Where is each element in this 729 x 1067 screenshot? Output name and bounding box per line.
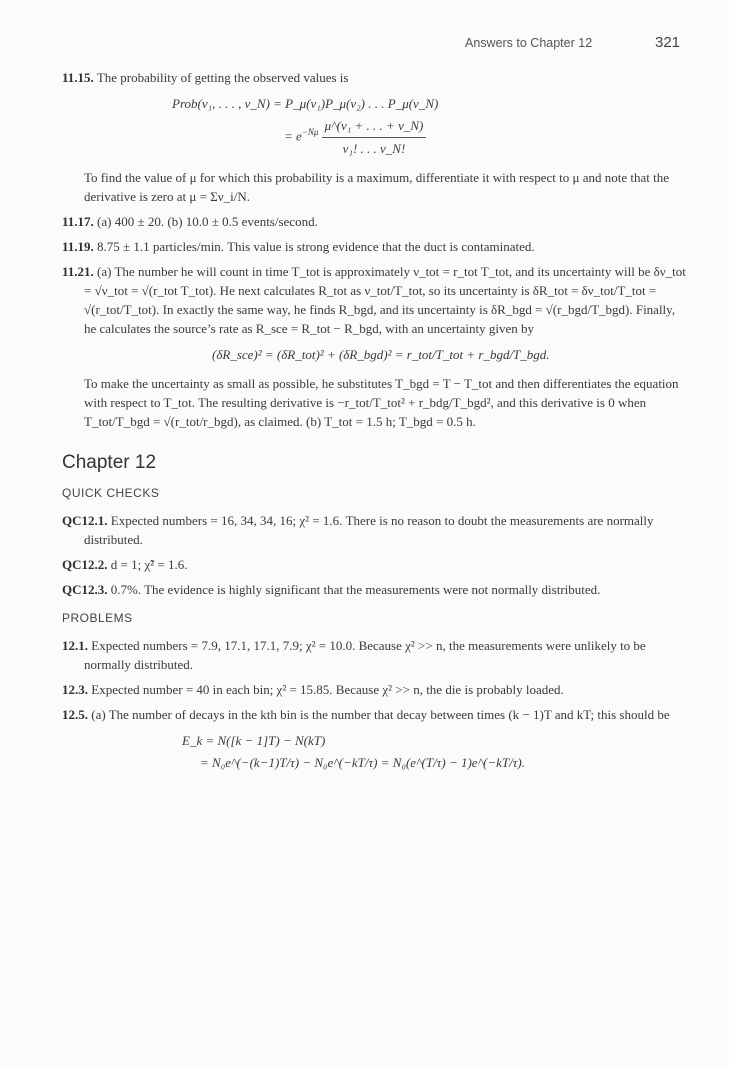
equation-line — [284, 115, 687, 160]
equation-expected-decays — [182, 730, 687, 774]
paragraph: To make the uncertainty as small as possible, he substitutes T_bgd = T − T_tot and then differentiates the equation with respect to T_tot. The resulting derivative is −r_tot/T_tot² + r_bdg/T_bgd², and this derivative is 0 when T_tot/T_bgd = √(r_tot/r_bgd), as claimed. (b) T_tot = 1.5 h; T_bgd = 0.5 h. — [84, 376, 679, 429]
problem-item — [62, 636, 687, 674]
answer-11-19 — [62, 237, 687, 256]
chapter-title: Chapter 12 — [62, 452, 157, 473]
item-number: 12.5. — [62, 707, 88, 722]
equation-line: = N₀e^(−(k−1)T/τ) − N₀e^(−kT/τ) = N₀(e^(T/τ) − 1)e^(−kT/τ). — [200, 755, 526, 770]
answer-text: 8.75 ± 1.1 particles/min. This value is strong evidence that the duct is contaminated. — [97, 239, 535, 254]
quick-check-item — [62, 580, 687, 599]
answer-11-21 — [62, 262, 687, 338]
page-body — [62, 68, 687, 782]
answer-number: 11.19. — [62, 239, 94, 254]
answer-11-15 — [62, 68, 687, 87]
equation-line: Prob(ν₁, . . . , ν_N) = P_μ(ν₁)P_μ(ν₂) . . . P_μ(ν_N) — [172, 96, 439, 111]
equation-uncertainty: (δR_sce)² = (δR_tot)² + (δR_bgd)² = r_tot/T_tot + r_bgd/T_bgd. — [212, 347, 550, 362]
equation-prob — [172, 93, 687, 160]
item-number: 12.3. — [62, 682, 88, 697]
running-head: Answers to Chapter 12 — [465, 36, 593, 50]
item-text: Expected numbers = 16, 34, 34, 16; χ² = 1.6. There is no reason to doubt the measurements are normally distributed. — [84, 513, 654, 547]
item-number: 12.1. — [62, 638, 88, 653]
fraction-numerator: μ^(ν₁ + . . . + ν_N) — [322, 115, 427, 138]
equation-part: = e — [284, 128, 302, 144]
page-number: 321 — [655, 34, 681, 51]
item-number: QC12.2. — [62, 557, 108, 572]
section-label-quick-checks: QUICK CHECKS — [62, 486, 160, 500]
equation-fraction — [322, 115, 427, 160]
answer-text: The probability of getting the observed values is — [96, 70, 349, 85]
item-number: QC12.3. — [62, 582, 108, 597]
answer-number: 11.21. — [62, 264, 94, 279]
quick-check-item — [62, 555, 687, 574]
equation-line: E_k = N([k − 1]T) − N(kT) — [182, 733, 326, 748]
problem-item — [62, 705, 687, 724]
fraction-denominator: ν₁! . . . ν_N! — [342, 141, 406, 156]
item-text: Expected number = 40 in each bin; χ² = 15.85. Because χ² >> n, the die is probably loaded. — [91, 682, 564, 697]
item-number: QC12.1. — [62, 513, 108, 528]
equation-exponent: −Nμ — [301, 127, 319, 138]
quick-check-item — [62, 511, 687, 549]
section-label-problems: PROBLEMS — [62, 611, 133, 625]
paragraph: To find the value of μ for which this probability is a maximum, differentiate it with respect to μ and note that the derivative is zero at μ = Σν_i/N. — [84, 170, 670, 204]
answer-11-17 — [62, 212, 687, 231]
answer-text: (a) 400 ± 20. (b) 10.0 ± 0.5 events/second. — [97, 214, 318, 229]
answer-number: 11.17. — [62, 214, 94, 229]
item-text: Expected numbers = 7.9, 17.1, 17.1, 7.9; χ² = 10.0. Because χ² >> n, the measurements were unlikely to be normally distributed. — [84, 638, 646, 672]
item-text: d = 1; χ̃² = 1.6. — [110, 557, 188, 572]
item-text: (a) The number of decays in the kth bin is the number that decay between times (k − 1)T and kT; this should be — [91, 707, 670, 722]
answer-number: 11.15. — [62, 70, 94, 85]
problem-item — [62, 680, 687, 699]
item-text: 0.7%. The evidence is highly significant that the measurements were not normally distributed. — [110, 582, 601, 597]
answer-text: (a) The number he will count in time T_tot is approximately ν_tot = r_tot T_tot, and its uncertainty will be δν_tot = √ν_tot = √(r_tot T_tot). He next calculates R_tot as ν_tot/T_tot, so its uncertainty is δR_tot = δν_tot/T_tot = √(r_tot/T_tot). In exactly the same way, he finds R_bgd, and its uncertainty is δR_bgd = √(r_bgd/T_bgd). Finally, he calculates the source’s rate as R_sce = R_tot − R_bgd, with an uncertainty given by — [84, 264, 686, 336]
